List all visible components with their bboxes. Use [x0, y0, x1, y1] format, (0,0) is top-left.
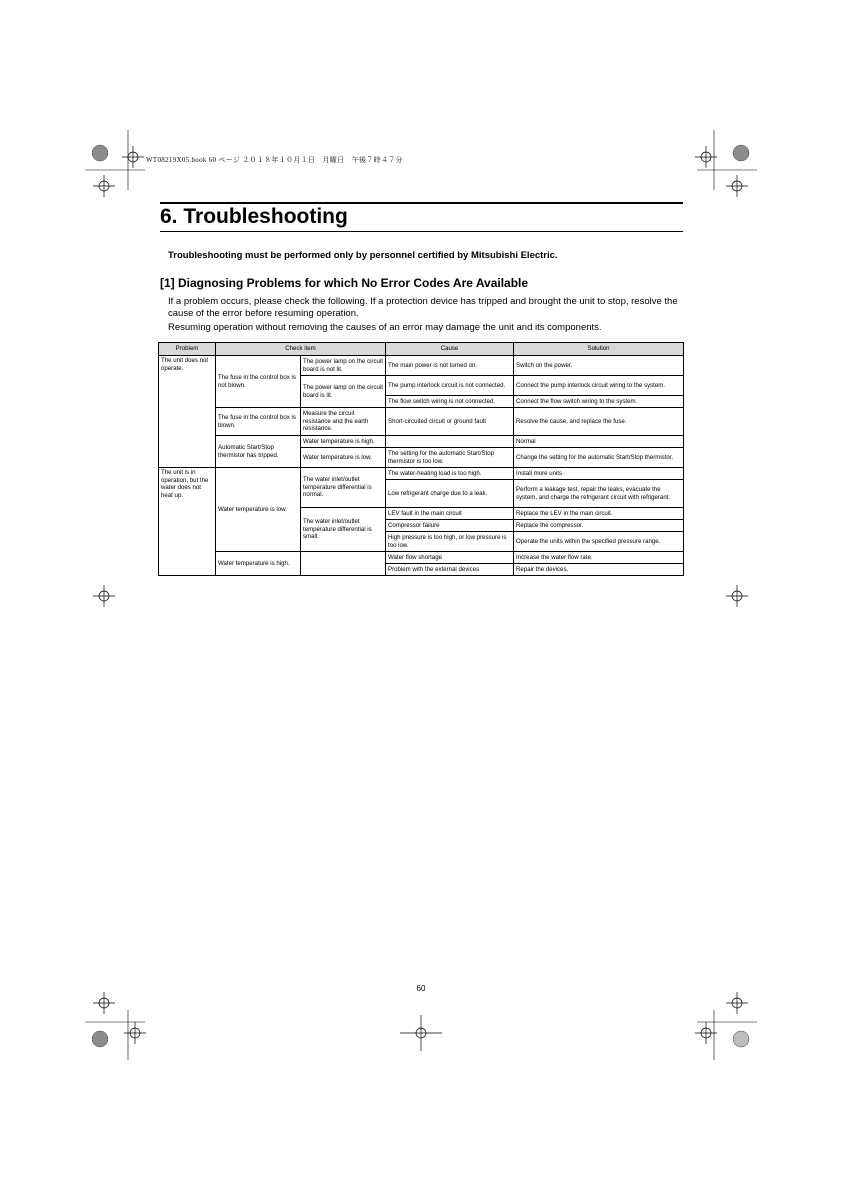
- cause-cell: Low refrigerant charge due to a leak.: [386, 480, 514, 508]
- page-number: 60: [416, 984, 426, 993]
- troubleshooting-table: [158, 342, 684, 576]
- solution-cell: Connect the flow switch wiring to the system.: [514, 396, 684, 408]
- check-item-cell: Water temperature is high.: [216, 552, 301, 576]
- cause-cell: Short-circuited circuit or ground fault: [386, 408, 514, 436]
- table-row: [159, 436, 684, 448]
- title-rule-bottom: [160, 231, 683, 232]
- intro-paragraph: If a problem occurs, please check the following. If a protection device has tripped and brought the unit to stop, resolve the cause of the error before resuming operation.: [168, 296, 678, 319]
- header-solution: Solution: [514, 343, 684, 356]
- cause-cell: High pressure is too high, or low pressure is too low.: [386, 532, 514, 552]
- table-header-row: [159, 343, 684, 356]
- check-detail-cell: Water temperature is high.: [301, 436, 386, 448]
- solution-cell: Operate the units within the specified pressure range.: [514, 532, 684, 552]
- cause-cell: The main power is not turned on.: [386, 356, 514, 376]
- check-item-cell: Water temperature is low.: [216, 468, 301, 552]
- certification-warning: Troubleshooting must be performed only by personnel certified by Mitsubishi Electric.: [168, 250, 558, 261]
- cause-cell: The setting for the automatic Start/Stop thermistor is too low.: [386, 448, 514, 468]
- check-detail-cell: The water inlet/outlet temperature differential is normal.: [301, 468, 386, 508]
- check-detail-cell: The power lamp on the circuit board is lit.: [301, 376, 386, 408]
- check-item-cell: The fuse in the control box is not blown.: [216, 356, 301, 408]
- section-title: [1] Diagnosing Problems for which No Error Codes Are Available: [160, 276, 529, 290]
- solution-cell: Perform a leakage test, repair the leaks, evacuate the system, and charge the refrigerant circuit with refrigerant.: [514, 480, 684, 508]
- cause-cell: LEV fault in the main circuit: [386, 508, 514, 520]
- header-cause: Cause: [386, 343, 514, 356]
- check-item-cell: Automatic Start/Stop thermistor has tripped.: [216, 436, 301, 468]
- cause-cell: Compressor failure: [386, 520, 514, 532]
- solution-cell: Connect the pump interlock circuit wiring to the system.: [514, 376, 684, 396]
- check-detail-cell: The water inlet/outlet temperature differential is small.: [301, 508, 386, 552]
- solution-cell: Install more units.: [514, 468, 684, 480]
- table-row: [159, 552, 684, 564]
- table-row: [159, 408, 684, 436]
- print-header-line: WT08219X05.book 60 ページ ２０１８年１０月１日 月曜日 午後７時４７分: [146, 156, 403, 164]
- header-check-item: Check item: [216, 343, 386, 356]
- solution-cell: Change the setting for the automatic Start/Stop thermistor.: [514, 448, 684, 468]
- solution-cell: Replace the compressor.: [514, 520, 684, 532]
- cause-cell: The pump interlock circuit is not connected.: [386, 376, 514, 396]
- solution-cell: Repair the devices.: [514, 564, 684, 576]
- solution-cell: Replace the LEV in the main circuit.: [514, 508, 684, 520]
- check-detail-cell: [301, 552, 386, 576]
- table-row: [159, 356, 684, 376]
- check-detail-cell: The power lamp on the circuit board is not lit.: [301, 356, 386, 376]
- cause-cell: The flow switch wiring is not connected.: [386, 396, 514, 408]
- solution-cell: Switch on the power.: [514, 356, 684, 376]
- check-detail-cell: Measure the circuit resistance and the earth resistance.: [301, 408, 386, 436]
- check-detail-cell: Water temperature is low.: [301, 448, 386, 468]
- table-row: [159, 468, 684, 480]
- title-rule-top: [160, 202, 683, 204]
- header-problem: Problem: [159, 343, 216, 356]
- cause-cell: The water-heating load is too high.: [386, 468, 514, 480]
- cause-cell: [386, 436, 514, 448]
- caution-paragraph: Resuming operation without removing the causes of an error may damage the unit and its components.: [168, 322, 602, 333]
- page-title: 6. Troubleshooting: [160, 205, 348, 228]
- cause-cell: Water flow shortage: [386, 552, 514, 564]
- check-item-cell: The fuse in the control box is blown.: [216, 408, 301, 436]
- problem-cell: The unit does not operate.: [159, 356, 216, 468]
- solution-cell: Resolve the cause, and replace the fuse.: [514, 408, 684, 436]
- problem-cell: The unit is in operation, but the water does not heat up.: [159, 468, 216, 576]
- solution-cell: Increase the water flow rate.: [514, 552, 684, 564]
- cause-cell: Problem with the external devices: [386, 564, 514, 576]
- solution-cell: Normal: [514, 436, 684, 448]
